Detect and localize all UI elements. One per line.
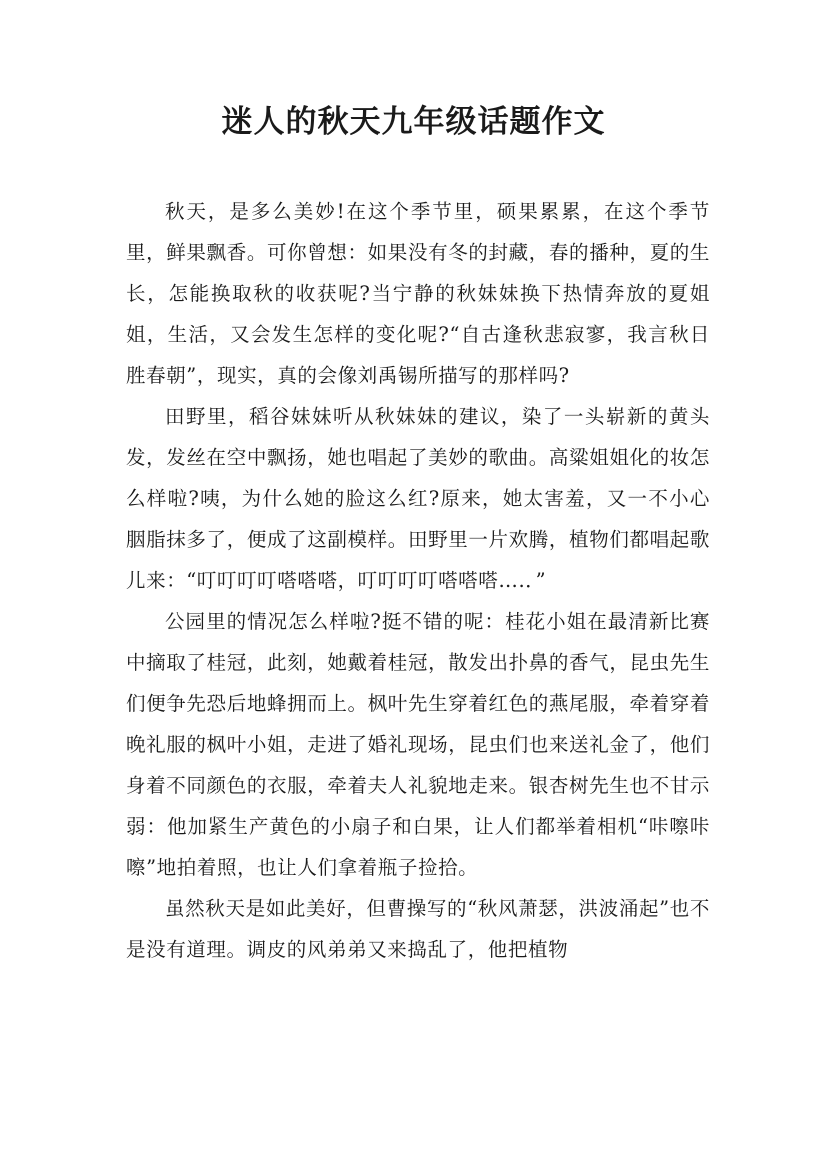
- document-body: [126, 191, 710, 970]
- paragraph: 虽然秋天是如此美好，但曹操写的“秋风萧瑟，洪波涌起”也不是没有道理。调皮的风弟弟又来捣乱了，他把植物: [126, 897, 710, 961]
- paragraph: 秋天，是多么美妙!在这个季节里，硕果累累，在这个季节里，鲜果飘香。可你曾想：如果没有冬的封藏，春的播种，夏的生长，怎能换取秋的收获呢?当宁静的秋妹妹换下热情奔放的夏姐姐，生活，又会发生怎样的变化呢?“自古逢秋悲寂寥，我言秋日胜春朝”，现实，真的会像刘禹锡所描写的那样吗?: [126, 200, 710, 387]
- paragraph: 田野里，稻谷妹妹听从秋妹妹的建议，染了一头崭新的黄头发，发丝在空中飘扬，她也唱起了美妙的歌曲。高粱姐姐化的妆怎么样啦?咦，为什么她的脸这么红?原来，她太害羞，又一不小心胭脂抹多了，便成了这副模样。田野里一片欢腾，植物们都唱起歌儿来：“叮叮叮叮嗒嗒嗒，叮叮叮叮嗒嗒嗒….．”: [126, 405, 710, 592]
- paragraph: 公园里的情况怎么样啦?挺不错的呢：桂花小姐在最清新比赛中摘取了桂冠，此刻，她戴着桂冠，散发出扑鼻的香气，昆虫先生们便争先恐后地蜂拥而上。枫叶先生穿着红色的燕尾服，牵着穿着晚礼服的枫叶小姐，走进了婚礼现场，昆虫们也来送礼金了，他们身着不同颜色的衣服，牵着夫人礼貌地走来。银杏树先生也不甘示弱：他加紧生产黄色的小扇子和白果，让人们都举着相机“咔嚓咔嚓”地拍着照，也让人们拿着瓶子捡拾。: [126, 610, 710, 879]
- document-title: 迷人的秋天九年级话题作文: [221, 104, 606, 140]
